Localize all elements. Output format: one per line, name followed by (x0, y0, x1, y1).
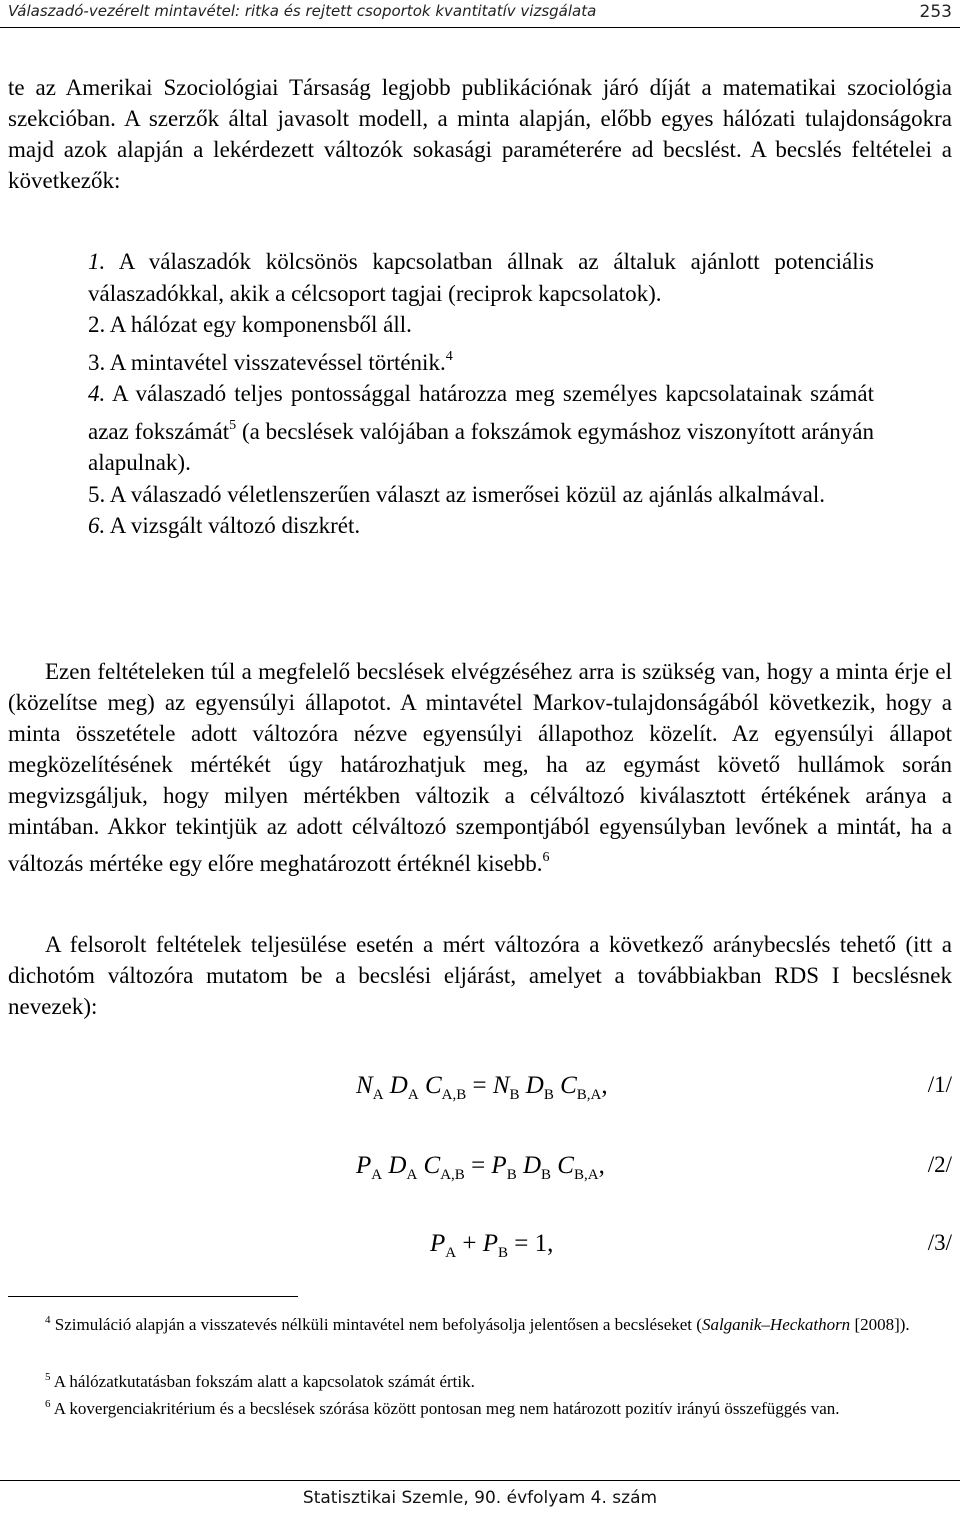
list-number: 6. (88, 513, 106, 538)
footnote-6 (8, 1392, 952, 1421)
page-number: 253 (919, 2, 952, 22)
conditions-list (88, 246, 874, 542)
paragraph-estimator: A felsorolt feltételek teljesülése esetén a mért változóra a következő aránybecslés tehető (itt a dichotóm változóra mutatom be a becslési eljárást, amelyet a továbbiakban RDS I becslésnek nevezek): (8, 932, 952, 1019)
list-text: A mintavétel visszatevéssel történik. (105, 349, 446, 375)
footnote-text: Szimuláció alapján a visszatevés nélküli mintavétel nem befolyásolja jelentősen a becsléseket ( (50, 1315, 702, 1334)
list-item (88, 378, 874, 479)
equation-number: /2/ (927, 1152, 952, 1177)
paragraph-equilibrium (8, 656, 952, 879)
list-text: A vizsgált változó diszkrét. (105, 513, 361, 538)
footer-rule (0, 1480, 960, 1481)
list-text: A válaszadók kölcsönös kapcsolatban állnak az általuk ajánlott potenciális válaszadókkal, akik a célcsoport tagjai (reciprok kapcsolatok). (88, 249, 874, 306)
footnote-text: A kovergenciakritérium és a becslések szórása között pontosan meg nem határozott pozitív irányú összefüggés van. (50, 1399, 840, 1418)
header-rule (0, 27, 960, 28)
footnote-5 (45, 1365, 952, 1394)
page-footer (0, 1488, 960, 1508)
list-item (88, 479, 874, 511)
footnote-ref: 6 (542, 850, 550, 865)
list-text: A hálózat egy komponensből áll. (105, 312, 412, 337)
footnote-number: 5 (45, 1371, 51, 1383)
footnote-number: 6 (45, 1398, 51, 1410)
list-text: A válaszadó teljes pontossággal határozza meg személyes kapcsolatainak számát azaz fokszámát (88, 381, 874, 444)
footnote-ref: 4 (445, 348, 453, 364)
equation-3 (0, 1226, 960, 1266)
footnote-text: [2008]). (850, 1315, 910, 1334)
paragraph-intro: te az Amerikai Szociológiai Társaság legjobb publikációnak járó díját a matematikai szociológia szekcióban. A szerzők által javasolt modell, a minta alapján, előbb egyes hálózati tulajdonságokra majd azok alapján a lekérdezett változók sokasági paraméterére ad becslést. A becslés feltételei a következők: (8, 75, 952, 193)
footnote-rule (8, 1296, 298, 1297)
equation-1 (0, 1068, 960, 1108)
equation-body: $P_A + P_B = 1$, (430, 1230, 554, 1261)
footnote-number: 4 (45, 1314, 51, 1326)
journal-name: Statisztikai Szemle, 90. évfolyam 4. szám (302, 1488, 658, 1508)
list-number: 1. (88, 249, 106, 274)
equation-number: /3/ (927, 1230, 952, 1255)
list-item (88, 341, 874, 379)
list-text: A válaszadó véletlenszerűen választ az ismerősei közül az ajánlás alkalmával. (105, 481, 825, 507)
paragraph-text: Ezen feltételeken túl a megfelelő becslések elvégzéséhez arra is szükség van, hogy a minta érje el (közelítse meg) az egyensúlyi állapotot. A mintavétel Markov-tulajdonságából következik, hogy a minta összetétele adott változóra nézve egyensúlyi állapothoz közelít. Az egyensúlyi állapot megközelítésének mértékét úgy határozhatjuk meg, ha az egymást követő hullámok során megvizsgáljuk, hogy milyen mértékben változik a célváltozó kiválasztott értékének aránya a mintában. Akkor tekintjük az adott célváltozó szempontjából egyensúlyban levőnek a mintát, ha a változás mértéke egy előre meghatározott értéknél kisebb. (8, 659, 952, 876)
running-title: Válaszadó-vezérelt mintavétel: ritka és rejtett csoportok kvantitatív vizsgálata (8, 2, 597, 20)
list-item (88, 246, 874, 309)
footnote-text: A hálózatkutatásban fokszám alatt a kapcsolatok számát értik. (50, 1372, 475, 1391)
footnote-4 (8, 1308, 952, 1337)
list-number: 4. (88, 381, 106, 406)
running-header (0, 0, 960, 30)
list-item (88, 510, 874, 542)
citation-authors: Salganik–Heckathorn (701, 1315, 851, 1334)
list-number: 2. (88, 312, 106, 337)
equation-2 (0, 1148, 960, 1188)
equation-body: $N_A$ $D_A$ $C_{A,B} = N_B$ $D_B$ $C_{B,A}$, (356, 1072, 608, 1103)
footnote-ref: 5 (229, 417, 237, 433)
list-item (88, 309, 874, 341)
list-text: (a becslések valójában a fokszámok egymáshoz viszonyított arányán alapulnak). (88, 418, 874, 475)
list-number: 5. (88, 481, 106, 507)
list-number: 3. (88, 349, 106, 375)
equation-body: $P_A$ $D_A$ $C_{A,B} = P_B$ $D_B$ $C_{B,A}$, (356, 1152, 605, 1183)
equation-number: /1/ (927, 1072, 952, 1097)
